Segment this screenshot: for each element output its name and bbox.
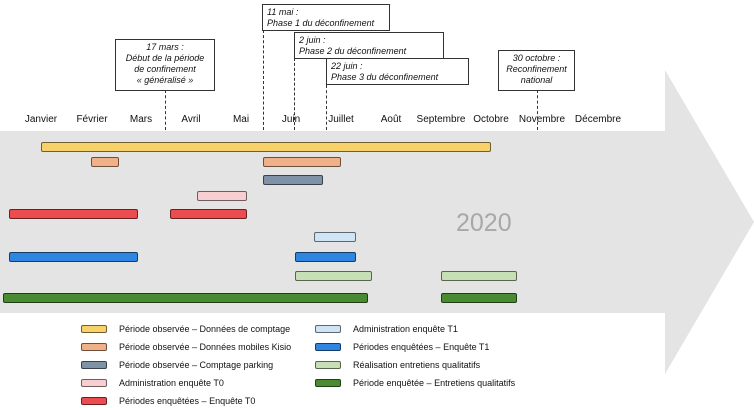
legend-item-realisation: [315, 358, 480, 372]
event-line-phase-1: [263, 30, 264, 130]
event-line-phase-2: [294, 58, 295, 130]
legend-item-admin-t0: [81, 376, 224, 390]
legend-label: Réalisation entretiens qualitatifs: [353, 360, 481, 370]
month-label-march: Mars: [129, 114, 153, 125]
legend-swatch: [81, 343, 107, 351]
year-label: 2020: [456, 209, 512, 237]
bar-entretiens-2: [441, 293, 517, 303]
month-label-july: Juillet: [328, 114, 354, 125]
callout-confinement: 17 mars : Début de la période de confinement « généralisé »: [115, 39, 215, 91]
bar-entretiens-1: [3, 293, 368, 303]
bar-comptage: [41, 142, 491, 152]
callout-phase-3: 22 juin : Phase 3 du déconfinement: [326, 58, 469, 85]
legend-swatch: [315, 361, 341, 369]
month-label-december: Décembre: [574, 114, 622, 125]
event-line-phase-3: [326, 85, 327, 130]
legend-item-enquete-t1: [315, 340, 489, 354]
legend-label: Période observée – Comptage parking: [119, 360, 274, 370]
bar-enquete-t1-1: [9, 252, 138, 262]
legend-label: Période observée – Données mobiles Kisio: [119, 342, 292, 352]
callout-phase-1: 11 mai : Phase 1 du déconfinement: [262, 4, 390, 31]
legend-label: Administration enquête T1: [353, 324, 458, 334]
legend-label: Administration enquête T0: [119, 378, 224, 388]
legend-label: Période observée – Données de comptage: [119, 324, 291, 334]
bar-realisation-1: [295, 271, 372, 281]
legend-swatch: [81, 325, 107, 333]
legend-swatch: [315, 379, 341, 387]
event-line-reconfinement: [537, 90, 538, 130]
month-label-january: Janvier: [24, 114, 58, 125]
month-label-may: Mai: [232, 114, 250, 125]
bar-admin-t1: [314, 232, 356, 242]
legend-swatch: [315, 325, 341, 333]
month-label-august: Août: [380, 114, 402, 125]
legend-item-parking: [81, 358, 273, 372]
month-label-october: Octobre: [473, 114, 509, 125]
bar-enquete-t0-1: [9, 209, 138, 219]
bar-parking: [263, 175, 323, 185]
bar-realisation-2: [441, 271, 517, 281]
legend-item-entretiens: [315, 376, 515, 390]
bar-kisio-2: [263, 157, 341, 167]
bar-kisio-1: [91, 157, 119, 167]
legend-item-enquete-t0: [81, 394, 255, 408]
bar-enquete-t0-2: [170, 209, 247, 219]
callout-phase-2: 2 juin : Phase 2 du déconfinement: [294, 32, 444, 59]
legend-item-kisio: [81, 340, 291, 354]
month-label-june: Juin: [281, 114, 301, 125]
legend-swatch: [81, 397, 107, 405]
legend-label: Périodes enquêtées – Enquête T1: [353, 342, 490, 352]
legend-item-comptage: [81, 322, 290, 336]
legend-label: Périodes enquêtées – Enquête T0: [119, 396, 256, 406]
bar-enquete-t1-2: [295, 252, 356, 262]
month-label-february: Février: [76, 114, 108, 125]
month-label-september: Septembre: [416, 114, 466, 125]
callout-reconfinement: 30 octobre : Reconfinement national: [498, 50, 575, 91]
legend-item-admin-t1: [315, 322, 458, 336]
month-label-november: Novembre: [518, 114, 566, 125]
legend-swatch: [315, 343, 341, 351]
month-label-april: Avril: [181, 114, 201, 125]
legend-swatch: [81, 379, 107, 387]
event-line-confinement: [165, 90, 166, 130]
legend-label: Période enquêtée – Entretiens qualitatifs: [353, 378, 516, 388]
bar-admin-t0: [197, 191, 247, 201]
legend-swatch: [81, 361, 107, 369]
